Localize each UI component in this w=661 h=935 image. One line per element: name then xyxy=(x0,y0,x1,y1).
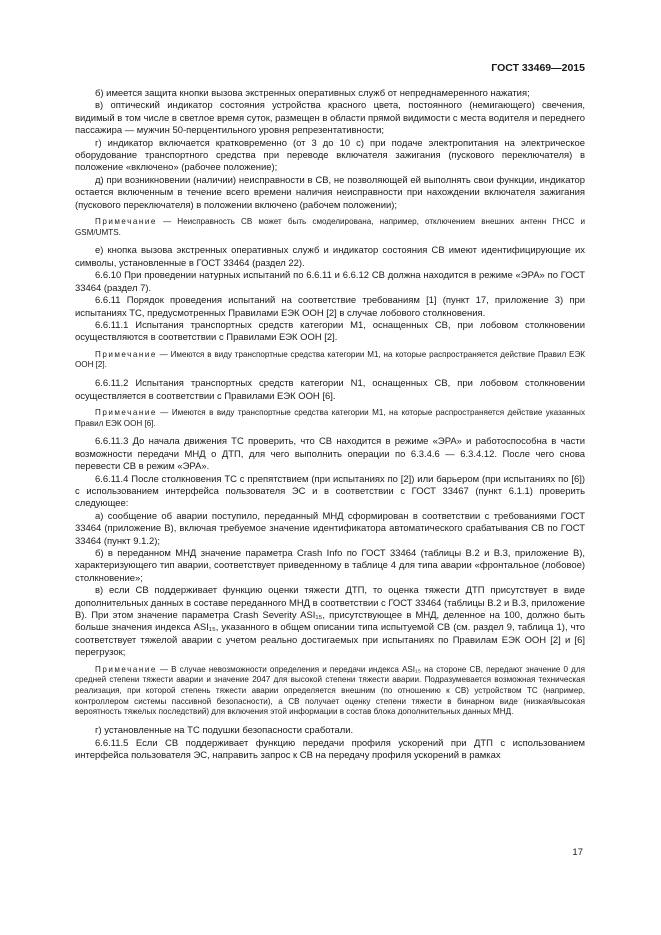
note-text: — Имеются в виду транспортные средства категории М1, на которые распространяется действие Правил ЕЭК ООН [2]. xyxy=(75,349,585,370)
paragraph: 6.6.11.3 До начала движения ТС проверить, что СВ находится в режиме «ЭРА» и работоспособна в части возможности передачи МНД о ДТП, для чего выполнить операции по 6.3.4.6 — 6.3.4.12. После чего снова перевести СВ в режим «ЭРА». xyxy=(75,436,585,473)
paragraph: 6.6.11.5 Если СВ поддерживает функцию передачи профиля ускорений при ДТП с использованием интерфейса пользователя ЭС, направить запрос к СВ на передачу профиля ускорений в рамках xyxy=(75,737,585,761)
standard-header: ГОСТ 33469—2015 xyxy=(491,62,585,74)
note-label: Примечание xyxy=(95,349,157,359)
paragraph: е) кнопка вызова экстренных оперативных служб и индикатор состояния СВ имеют идентифицирующие их символы, установленные в ГОСТ 33464 (раздел 22). xyxy=(75,245,585,269)
paragraph: 6.6.11.1 Испытания транспортных средств категории М1, оснащенных СВ, при лобовом столкновении осуществляются в соответствии с Правилами ЕЭК ООН [2]. xyxy=(75,319,585,344)
paragraph: г) установленные на ТС подушки безопасности сработали. xyxy=(95,725,354,737)
note-label: Примечание xyxy=(95,217,157,227)
note xyxy=(75,408,585,429)
note-text: — В случае невозможности определения и передачи индекса ASI₁₅ на стороне СВ, передают значение 0 для средней степени тяжести аварии и значение 2047 для высокой степени тяжести аварии. Подразумевается возможная техническая реализация, при которой степень тяжести аварии определяется внешним (по отношению к СВ) устройством ТС (например, контроллером системы пассивной безопасности), а СВ получает оценку степени тяжести в бинарном виде (низкая/высокая вероятность тяжелых последствий) для включения этой информации в состав блока дополнительных данных МНД. xyxy=(75,664,585,717)
note-label: Примечание xyxy=(95,407,157,417)
paragraph: б) имеется защита кнопки вызова экстренных оперативных служб от непреднамеренного нажатия; xyxy=(95,88,530,99)
paragraph: б) в переданном МНД значение параметра Crash Info по ГОСТ 33464 (таблицы В.2 и В.3, приложение В), характеризующего тип аварии, соответствует приведенному в таблице 4 для типа аварии «фронтальное (лобовое) столкновение»; xyxy=(75,548,585,584)
document-body xyxy=(75,88,585,762)
paragraph: г) индикатор включается кратковременно (от 3 до 10 с) при подаче электропитания на электрическое оборудование транспортного средства при переводе включателя зажигания (пускового переключателя) в положение «включено» (рабочее положение); xyxy=(75,137,585,174)
paragraph: д) при возникновении (наличии) неисправности в СВ, не позволяющей ей выполнять свои функции, индикатор остается включенным в течение всего времени наличия неисправности при нахождении включателя зажигания (пускового переключателя) в положении включено (рабочем положении); xyxy=(75,174,585,211)
paragraph: в) если СВ поддерживает функцию оценки тяжести ДТП, то оценка тяжести ДТП присутствует в виде дополнительных данных в составе переданного МНД в соответствии с ГОСТ 33464 (таблицы В.2 и В.3, приложение В). При этом значение параметра Crash Severity ASI₁₅, присутствующее в МНД, деленное на 100, должно быть больше значения индекса ASI₁₅, указанного в общем описании типа испытуемой СВ (см. раздел 9, таблица 1), что соответствует тяжелой аварии с учетом реально достигаемых при испытаниях по Правилам ЕЭК ООН [2] и [6] перегрузок; xyxy=(75,585,585,659)
paragraph: 6.6.11.2 Испытания транспортных средств категории N1, оснащенных СВ, при лобовом столкновении осуществляется в соответствии с Правилами ЕЭК ООН [6]. xyxy=(75,378,585,402)
note xyxy=(75,350,585,371)
note-label: Примечание xyxy=(95,664,157,674)
paragraph: а) сообщение об аварии поступило, переданный МНД сформирован в соответствии с требованиями ГОСТ 33464 (приложение В), включая требуемое значение идентификатора автоматического срабатывания СВ по ГОСТ 33464 (пункт 9.1.2); xyxy=(75,510,585,547)
paragraph: в) оптический индикатор состояния устройства красного цвета, постоянного (немигающего) свечения, видимый в том числе в светлое время суток, размещен в области прямой видимости с места водителя и переднего пассажира — мужчин 50-перцентильного уровня репрезентативности; xyxy=(75,100,585,137)
paragraph: 6.6.11.4 После столкновения ТС с препятствием (при испытаниях по [2]) или барьером (при испытаниях по [6]) с использованием интерфейса пользователя ЭС и в соответствии с ГОСТ 33467 (пункт 6.1.1) проверить следующее: xyxy=(75,473,585,510)
note-text: — Имеются в виду транспортные средства категории М1, на которые распространяется действие указанных Правил ЕЭК ООН [6]. xyxy=(75,407,585,428)
paragraph: 6.6.11 Порядок проведения испытаний на соответствие требованиям [1] (пункт 17, приложение 3) при испытаниях ТС, предусмотренных Правилами ЕЭК ООН [2] в случае лобового столкновения. xyxy=(75,295,585,319)
paragraph: 6.6.10 При проведении натурных испытаний по 6.6.11 и 6.6.12 СВ должна находится в режиме «ЭРА» по ГОСТ 33464 (раздел 7). xyxy=(75,270,585,294)
note xyxy=(75,217,585,238)
page-number: 17 xyxy=(572,847,583,858)
note-text: — Неисправность СВ может быть смоделирована, например, отключением внешних антенн ГНСС и GSM/UMTS. xyxy=(75,217,585,237)
note xyxy=(75,665,585,719)
